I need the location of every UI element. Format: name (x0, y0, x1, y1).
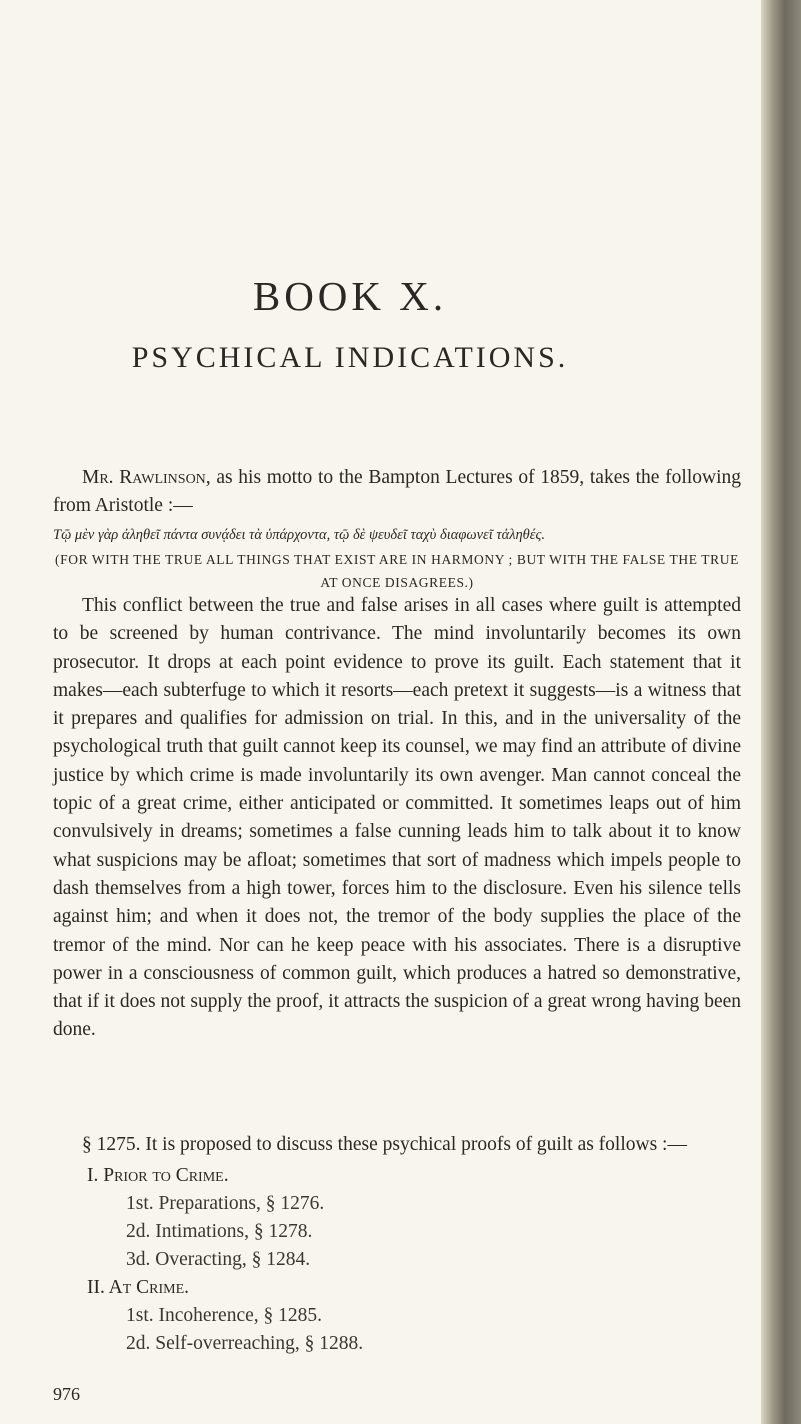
outline-item: 1st. Incoherence, § 1285. (126, 1305, 323, 1326)
outline-heading-at: II. At Crime. (87, 1277, 190, 1298)
intro-paragraph (53, 464, 741, 521)
outline-item: 2d. Intimations, § 1278. (126, 1221, 313, 1242)
page-edge-shadow (761, 0, 801, 1424)
outline-item: 1st. Preparations, § 1276. (126, 1193, 325, 1214)
outline-item: 3d. Overacting, § 1284. (126, 1249, 311, 1270)
outline-list (77, 1162, 363, 1358)
outline-heading-prior: I. Prior to Crime. (87, 1165, 229, 1186)
outline-item: 2d. Self-overreaching, § 1288. (126, 1333, 364, 1354)
author-name: Mr. Rawlinson, (82, 467, 211, 488)
book-title: BOOK X. (252, 273, 448, 319)
chapter-title: PSYCHICAL INDICATIONS. (131, 341, 569, 374)
main-paragraph: This conflict between the true and false arises in all cases where guilt is attempted to be screened by human contrivance. The mind involuntarily becomes its own prosecutor. It drops at each point evidence to prove its guilt. Each statement that it makes—each subterfuge to which it resorts—each pretext it suggests—is a witness that it prepares and qualifies for admission on trial. In this, and in the universality of the psychological truth that guilt cannot keep its counsel, we may find an attribute of divine justice by which crime is made involuntarily its own avenger. Man cannot conceal the topic of a great crime, either anticipated or committed. It sometimes leaps out of him convulsively in dreams; sometimes a false cunning leads him to talk about it to know what suspicions may be afloat; sometimes that sort of madness which impels people to dash themselves from a high tower, forces him to the disclosure. Even his silence tells against him; and when it does not, the tremor of the body supplies the place of the tremor of the mind. Nor can he keep peace with his associates. There is a disruptive power in a consciousness of common guilt, which produces a hatred so demonstrative, that if it does not supply the proof, it attracts the suspicion of a great wrong having been done. (53, 595, 741, 1041)
greek-quote: Τῷ μὲν γὰρ ἀληθεῖ πάντα συνᾴδει τὰ ὑπάρχοντα, τῷ δὲ ψευδεῖ ταχὺ διαφωνεῖ τἀληθές. (53, 527, 546, 543)
intro-text: as his motto to the Bampton Lectures of 1859, takes the following from Aristotle :— (53, 467, 741, 517)
page-number: 976 (53, 1384, 80, 1404)
section-paragraph: § 1275. It is proposed to discuss these psychical proofs of guilt as follows :— (82, 1134, 687, 1155)
quote-translation: (FOR WITH THE TRUE ALL THINGS THAT EXIST ARE IN HARMONY ; BUT WITH THE FALSE THE TRUE AT ONCE DISAGREES.) (55, 552, 739, 590)
